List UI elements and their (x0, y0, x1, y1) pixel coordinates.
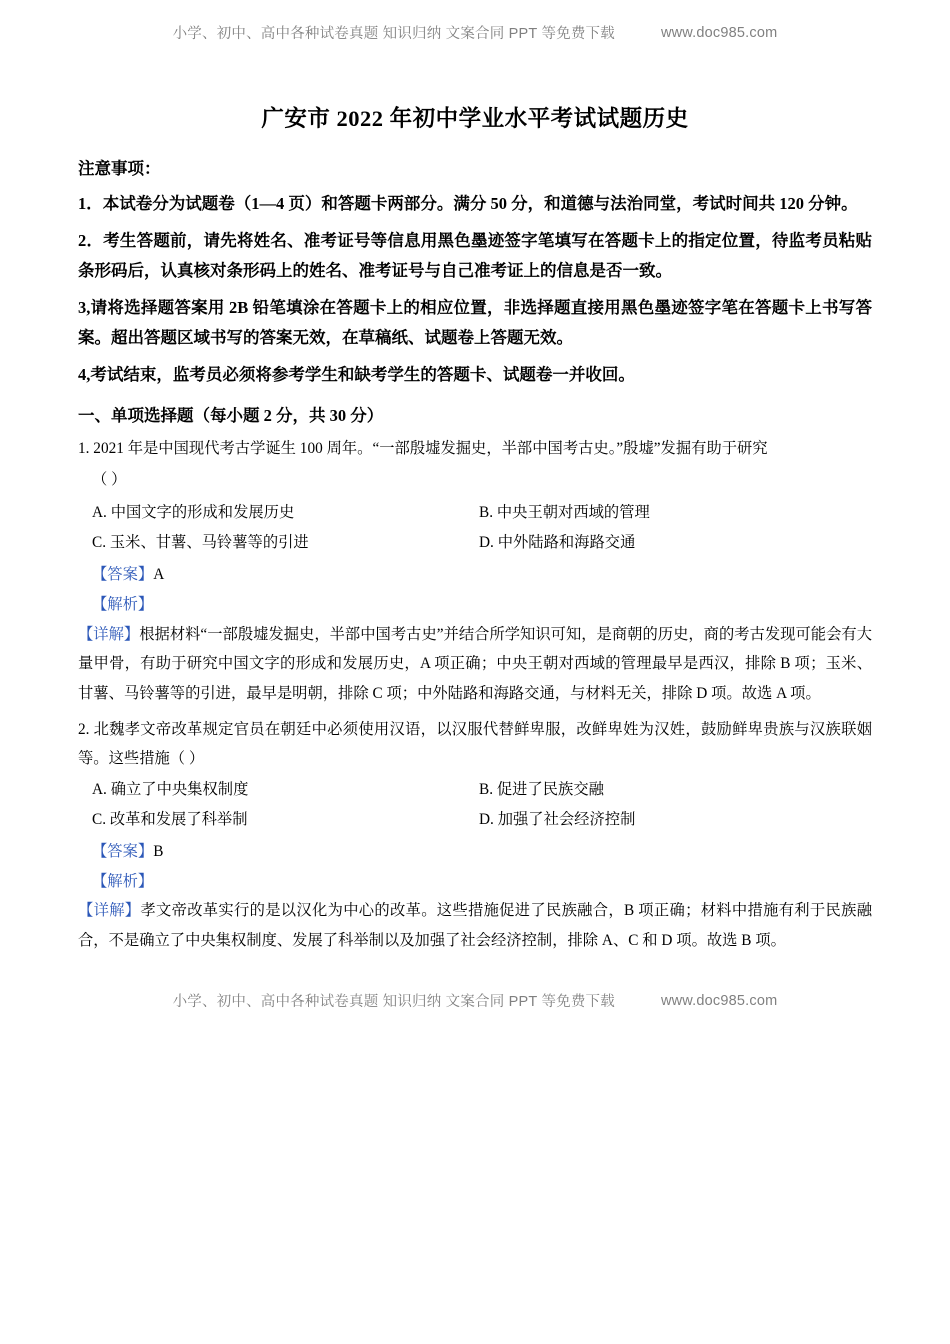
question-2-detail-text: 孝文帝改革实行的是以汉化为中心的改革。这些措施促进了民族融合，B 项正确；材料中措施有利于民族融合，不是确立了中央集权制度、发展了科举制以及加强了社会经济控制，排除 A、C 和 D 项。故选 B 项。 (78, 902, 872, 950)
header-promo-text: 小学、初中、高中各种试卷真题 知识归纳 文案合同 PPT 等免费下载 (172, 26, 615, 42)
page-footer (78, 990, 872, 1011)
page-header (78, 22, 872, 43)
footer-promo-text: 小学、初中、高中各种试卷真题 知识归纳 文案合同 PPT 等免费下载 (172, 994, 615, 1011)
footer-site-url: www.doc985.com (660, 992, 778, 1009)
question-2-answer-tag: 【答案】 (92, 842, 154, 860)
section-heading-one: 一、单项选择题（每小题 2 分，共 30 分） (78, 406, 384, 426)
question-1-detail (78, 620, 872, 709)
question-2-answer (78, 837, 872, 867)
question-1-option-b[interactable]: B. 中央王朝对西域的管理 (479, 504, 650, 522)
question-2-analysis-tag: 【解析】 (92, 872, 154, 890)
question-2-option-b[interactable]: B. 促进了民族交融 (479, 781, 604, 799)
question-1-options (78, 498, 872, 558)
notice-item-2: 2．考生答题前，请先将姓名、准考证号等信息用黑色墨迹签字笔填写在答题卡上的指定位置，待监考员粘贴条形码后，认真核对条形码上的姓名、准考证号与自己准考证上的信息是否一致。 (78, 230, 872, 281)
question-2-option-d[interactable]: D. 加强了社会经济控制 (479, 810, 636, 828)
question-1-stem-tail: （ ） (92, 471, 127, 489)
question-1-detail-text: 根据材料“一部殷墟发掘史，半部中国考古史”并结合所学知识可知，是商朝的历史，商的考古发现可能会有大量甲骨，有助于研究中国文字的形成和发展历史，A 项正确；中央王朝对西域的管理最早是西汉，排除 B 项；玉米、甘薯、马铃薯等的引进，最早是明朝，排除 C 项；中外陆路和海路交通，与材料无关，排除 D 项。故选 A 项。 (78, 625, 872, 703)
question-1-answer (78, 560, 872, 590)
question-1-answer-tag: 【答案】 (92, 565, 154, 583)
page-title: 广安市 2022 年初中学业水平考试试题历史 (261, 106, 689, 131)
question-2-option-c[interactable]: C. 改革和发展了科举制 (92, 810, 248, 828)
question-block-2 (78, 715, 872, 956)
question-1-option-d[interactable]: D. 中外陆路和海路交通 (479, 534, 636, 552)
notice-heading: 注意事项： (78, 159, 161, 178)
question-2-options (78, 775, 872, 835)
question-1-analysis-tag: 【解析】 (92, 595, 154, 613)
notice-item-3: 3,请将选择题答案用 2B 铅笔填涂在答题卡上的相应位置，非选择题直接用黑色墨迹签字笔在答题卡上书写答案。超出答题区域书写的答案无效，在草稿纸、试题卷上答题无效。 (78, 297, 872, 348)
question-2-option-a[interactable]: A. 确立了中央集权制度 (92, 781, 249, 799)
question-2-answer-value: B (153, 842, 164, 860)
question-1-option-c[interactable]: C. 玉米、甘薯、马铃薯等的引进 (92, 534, 309, 552)
question-2-stem: 2. 北魏孝文帝改革规定官员在朝廷中必须使用汉语，以汉服代替鲜卑服，改鲜卑姓为汉姓，鼓励鲜卑贵族与汉族联姻等。这些措施（ ） (78, 721, 872, 768)
question-1-stem: 1. 2021 年是中国现代考古学诞生 100 周年。“一部殷墟发掘史，半部中国考古史。”殷墟”发掘有助于研究 (78, 440, 768, 458)
notice-item-1: 1．本试卷分为试题卷（1—4 页）和答题卡两部分。满分 50 分，和道德与法治同堂，考试时间共 120 分钟。 (78, 194, 858, 213)
question-2-detail-tag: 【详解】 (78, 902, 141, 920)
question-1-option-a[interactable]: A. 中国文字的形成和发展历史 (92, 504, 295, 522)
question-block-1 (78, 434, 872, 709)
notice-item-4: 4,考试结束，监考员必须将参考学生和缺考学生的答题卡、试题卷一并收回。 (78, 364, 635, 384)
header-site-url: www.doc985.com (660, 24, 778, 41)
question-1-detail-tag: 【详解】 (78, 625, 140, 643)
question-1-answer-value: A (153, 565, 165, 583)
question-2-detail (78, 896, 872, 956)
